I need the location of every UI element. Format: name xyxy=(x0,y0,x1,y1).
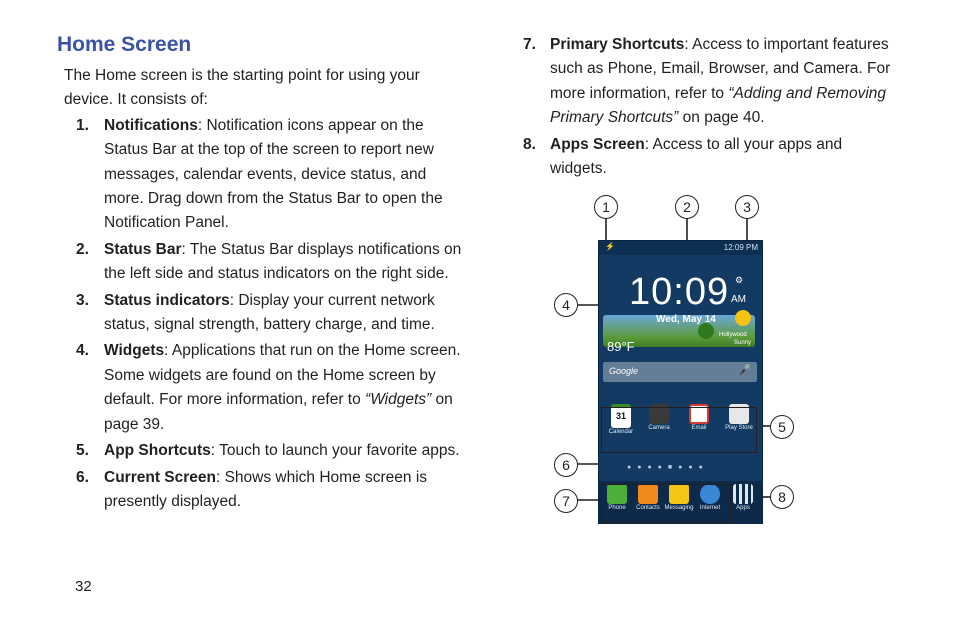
left-column xyxy=(64,64,464,516)
app-play-store: Play Store xyxy=(721,401,757,431)
page-number: 32 xyxy=(75,578,92,595)
list-item-status-indicators: 3. Status indicators: Display your current network status, signal strength, battery charge, and time. xyxy=(76,291,435,334)
weather-temp: 89°F xyxy=(607,339,635,354)
callout-6: 6 xyxy=(554,453,578,477)
clock-date: Wed, May 14 xyxy=(656,314,716,325)
right-column xyxy=(523,33,903,183)
tree-icon xyxy=(698,323,714,339)
callout-4: 4 xyxy=(554,293,578,317)
google-search-bar xyxy=(603,362,757,382)
callout-2: 2 xyxy=(675,195,699,219)
app-internet: Internet xyxy=(692,481,728,511)
phone-screenshot xyxy=(598,240,763,524)
calendar-icon: 31 xyxy=(611,404,631,428)
callout-5: 5 xyxy=(770,415,794,439)
list-item-widgets: 4. Widgets: Applications that run on the Home screen. Some widgets are found on the Home screen by default. For more information, refer to “Widgets” on page 39. xyxy=(76,342,461,433)
app-email: Email xyxy=(681,401,717,431)
status-bar xyxy=(599,241,762,255)
google-label: Google xyxy=(609,366,639,376)
page-title: Home Screen xyxy=(57,33,192,56)
app-apps: Apps xyxy=(725,481,761,511)
callout-7: 7 xyxy=(554,489,578,513)
list-item-current-screen: 6. Current Screen: Shows which Home screen is presently displayed. xyxy=(76,468,428,510)
callout-1: 1 xyxy=(594,195,618,219)
list-item-apps-screen: 8. Apps Screen: Access to all your apps and widgets. xyxy=(523,135,843,178)
cross-reference-link[interactable]: “Widgets” xyxy=(365,391,432,409)
list-item-status-bar: 2. Status Bar: The Status Bar displays notifications on the left side and status indicators on the right side. xyxy=(76,240,462,283)
clock-ampm: AM xyxy=(731,294,746,305)
app-shortcuts-highlight xyxy=(601,407,757,453)
sun-icon xyxy=(735,310,751,326)
app-camera: Camera xyxy=(641,401,677,431)
callout-8: 8 xyxy=(770,485,794,509)
mic-icon: 🎤 xyxy=(738,365,751,376)
item-list-right xyxy=(523,33,903,181)
weather-city: Hollywood xyxy=(719,332,747,338)
notification-icon: ⚡ xyxy=(605,242,615,251)
item-list-left xyxy=(64,114,464,515)
list-item-notifications: 1. Notifications: Notification icons appear on the Status Bar at the top of the screen to report new messages, calendar events, device status, and more. Drag down from the Status Bar to open the Notification Panel. xyxy=(76,116,443,232)
cross-reference-link[interactable]: “Adding and Removing Primary Shortcuts” xyxy=(550,84,887,127)
app-messaging: Messaging xyxy=(661,481,697,511)
clock-weather-widget xyxy=(601,255,759,354)
app-calendar: 31 Calendar xyxy=(603,401,639,435)
home-screen-figure xyxy=(548,190,798,535)
app-phone: Phone xyxy=(599,481,635,511)
list-item-app-shortcuts: 5. App Shortcuts: Touch to launch your favorite apps. xyxy=(76,442,460,460)
gear-icon: ⚙ xyxy=(735,275,744,285)
intro-paragraph: The Home screen is the starting point for using your device. It consists of: xyxy=(64,67,420,109)
callout-3: 3 xyxy=(735,195,759,219)
apps-grid-icon xyxy=(733,484,753,504)
primary-shortcuts-highlight xyxy=(601,484,731,522)
app-contacts: Contacts xyxy=(630,481,666,511)
clock-time: 10:09 xyxy=(629,271,730,313)
status-time: 12:09 PM xyxy=(723,243,758,252)
list-item-primary-shortcuts: 7. Primary Shortcuts: Access to important features such as Phone, Email, Browser, and Camera. For more information, refer to “Adding and Removing Primary Shortcuts” on page 40. xyxy=(523,36,891,127)
weather-condition: Sunny xyxy=(734,340,752,346)
screen-indicator-dots: ●●●●■●●● xyxy=(627,464,709,471)
